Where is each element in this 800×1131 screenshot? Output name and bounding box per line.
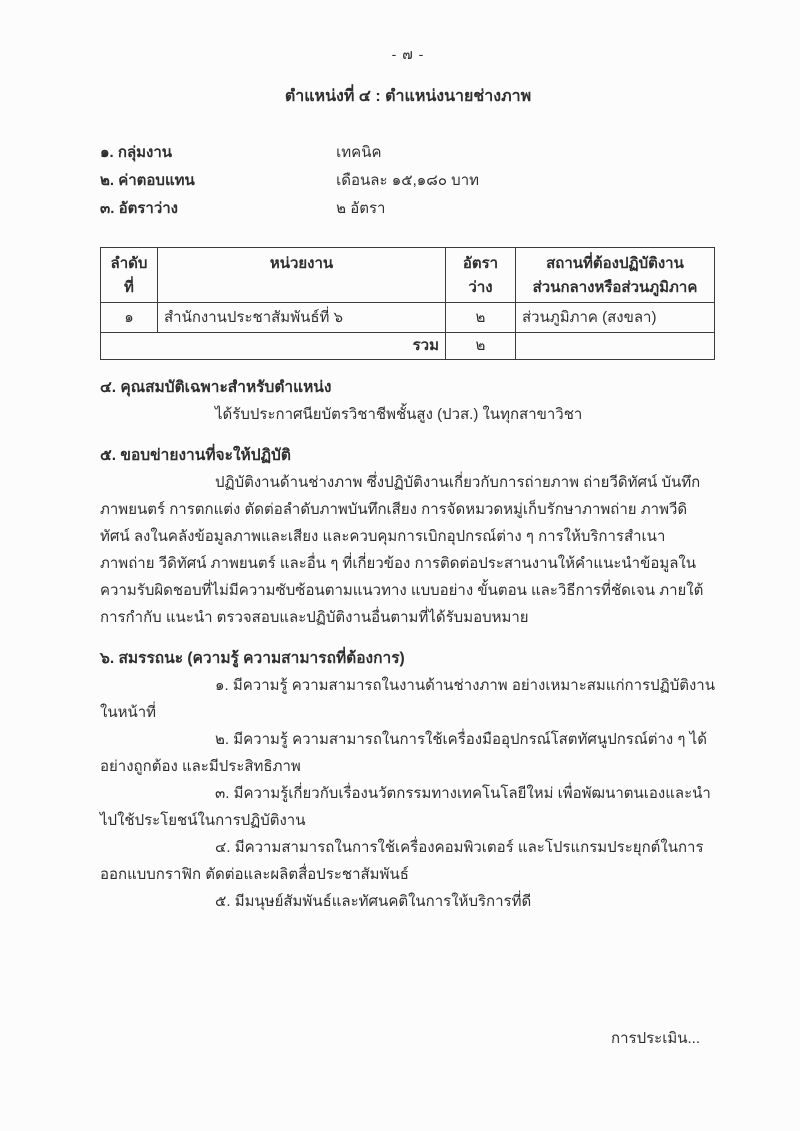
table-row	[101, 303, 715, 333]
info-label-vacancies: ๓. อัตราว่าง	[100, 200, 178, 217]
section-scope-of-work	[100, 442, 716, 631]
header-cell-location	[516, 248, 715, 303]
competency-item-3: ๓. มีความรู้เกี่ยวกับเรื่องนวัตกรรมทางเทคโนโลยีใหม่ เพื่อพัฒนาตนเองและนำไปใช้ประโยชน์ในการปฏิบัติงาน	[100, 785, 711, 829]
info-row-vacancies	[100, 195, 716, 223]
continuation-note: การประเมิน...	[611, 1030, 700, 1047]
header-no-line2: ที่	[124, 279, 134, 296]
cell-row-no: ๑	[101, 303, 158, 333]
section-qualifications-heading: ๔. คุณสมบัติเฉพาะสำหรับตำแหน่ง	[100, 379, 332, 396]
page-title: ตำแหน่งที่ ๔ : ตำแหน่งนายช่างภาพ	[284, 88, 532, 105]
info-value-workgroup: เทคนิค	[336, 144, 382, 161]
competency-item-5: ๕. มีมนุษย์สัมพันธ์และทัศนคติในการให้บริการที่ดี	[215, 893, 532, 910]
header-cell-no	[101, 248, 158, 303]
cell-total-label: รวม	[101, 333, 446, 360]
competency-item-4: ๔. มีความสามารถในการใช้เครื่องคอมพิวเตอร์ และโปรแกรมประยุกต์ในการออกแบบกราฟิก ตัดต่อและผลิตสื่อประชาสัมพันธ์	[100, 839, 704, 883]
header-location-line2: ส่วนกลางหรือส่วนภูมิภาค	[532, 279, 698, 296]
position-info-list	[100, 139, 716, 223]
section-scope-body: ปฏิบัติงานด้านช่างภาพ ซึ่งปฏิบัติงานเกี่ยวกับการถ่ายภาพ ถ่ายวีดิทัศน์ บันทึกภาพยนตร์ การตกแต่ง ตัดต่อลำดับภาพบันทึกเสียง การจัดหมวดหมู่เก็บรักษาภาพถ่าย ภาพวีดิทัศน์ ลงในคลังข้อมูลภาพและเสียง และควบคุมการเบิกอุปกรณ์ต่าง ๆ การให้บริการสำเนาภาพถ่าย วีดิทัศน์ ภาพยนตร์ และอื่น ๆ ที่เกี่ยวข้อง การติดต่อประสานงานให้คำแนะนำข้อมูลในความรับผิดชอบที่ไม่มีความซับซ้อนตามแนวทาง แบบอย่าง ขั้นตอน และวิธีการที่ชัดเจน ภายใต้การกำกับ แนะนำ ตรวจสอบและปฏิบัติงานอื่นตามที่ได้รับมอบหมาย	[100, 474, 704, 626]
info-label-compensation: ๒. ค่าตอบแทน	[100, 172, 195, 189]
table-total-row	[101, 333, 715, 360]
info-label-workgroup: ๑. กลุ่มงาน	[100, 144, 173, 161]
cell-row-vacancy: ๒	[446, 303, 516, 333]
competency-item-2: ๒. มีความรู้ ความสามารถในการใช้เครื่องมืออุปกรณ์โสตทัศนูปกรณ์ต่าง ๆ ได้อย่างถูกต้อง และมีประสิทธิภาพ	[100, 731, 707, 775]
table-header-row	[101, 248, 715, 303]
section-competencies-heading: ๖. สมรรถนะ (ความรู้ ความสามารถที่ต้องการ)	[100, 650, 405, 667]
header-cell-unit: หน่วยงาน	[158, 248, 446, 303]
info-value-compensation: เดือนละ ๑๕,๑๘๐ บาท	[336, 172, 480, 189]
section-qualifications-body: ได้รับประกาศนียบัตรวิชาชีพชั้นสูง (ปวส.) ในทุกสาขาวิชา	[215, 406, 583, 423]
section-qualifications	[100, 374, 716, 428]
cell-row-unit: สำนักงานประชาสัมพันธ์ที่ ๖	[158, 303, 446, 333]
cell-total-vacancy: ๒	[446, 333, 516, 360]
section-scope-heading: ๕. ขอบข่ายงานที่จะให้ปฏิบัติ	[100, 447, 291, 464]
competency-item-1: ๑. มีความรู้ ความสามารถในงานด้านช่างภาพ อย่างเหมาะสมแก่การปฏิบัติงานในหน้าที่	[100, 677, 715, 721]
document-content	[100, 0, 716, 915]
info-row-group	[100, 139, 716, 167]
info-value-vacancies: ๒ อัตรา	[336, 200, 386, 217]
info-row-compensation	[100, 167, 716, 195]
section-competencies	[100, 645, 716, 915]
positions-table	[100, 247, 715, 360]
header-no-line1: ลำดับ	[110, 255, 148, 272]
page-number: - ๗ -	[391, 46, 425, 62]
cell-total-location	[516, 333, 715, 360]
header-cell-vacancy: อัตราว่าง	[446, 248, 516, 303]
header-location-line1: สถานที่ต้องปฏิบัติงาน	[546, 255, 684, 272]
cell-row-location: ส่วนภูมิภาค (สงขลา)	[516, 303, 715, 333]
